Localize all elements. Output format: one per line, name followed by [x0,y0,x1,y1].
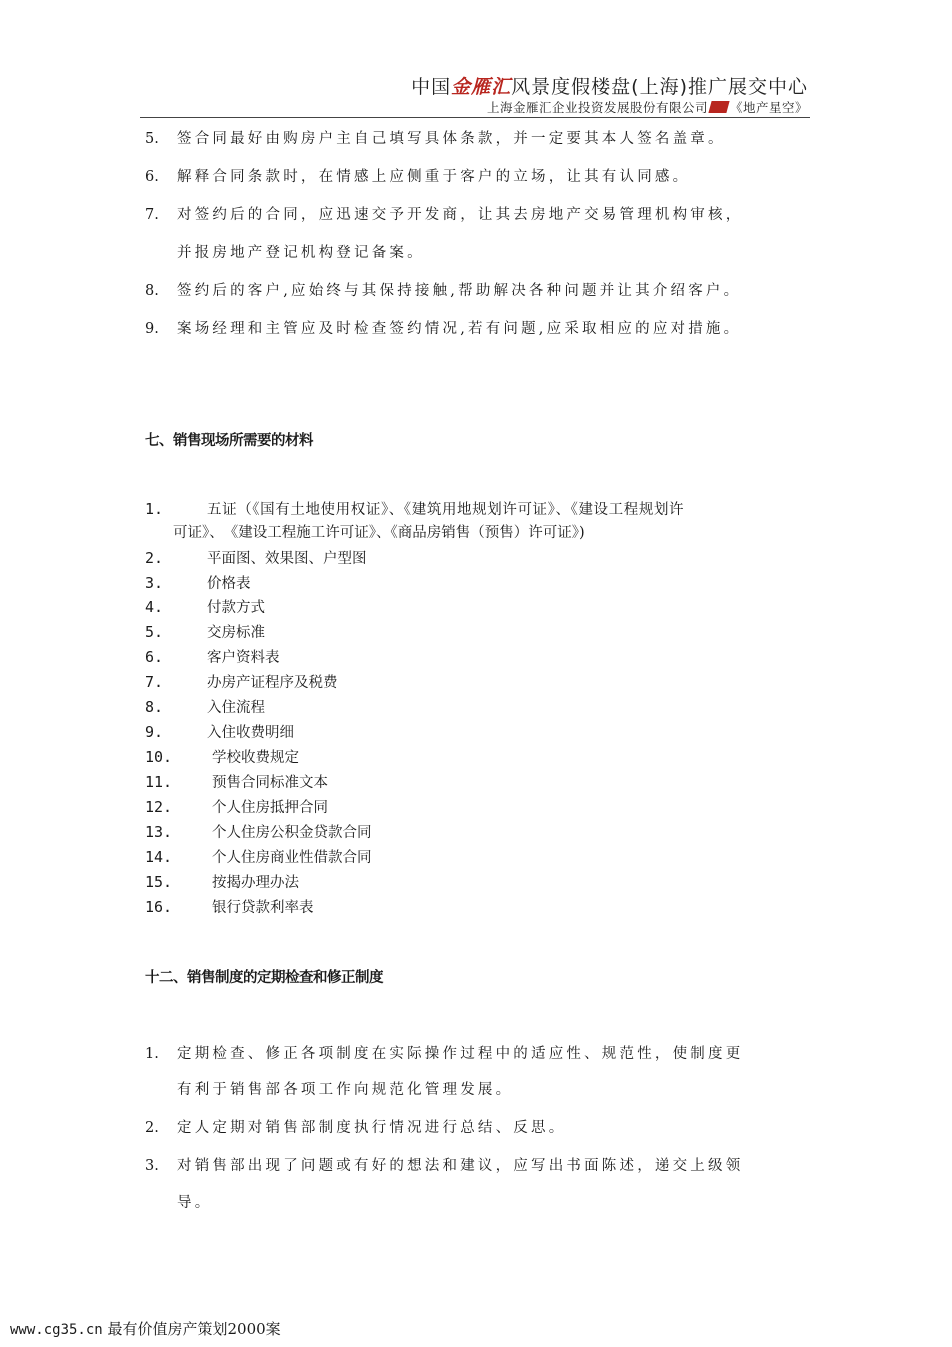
list-item: 1. 定期检查、修正各项制度在实际操作过程中的适应性、规范性，使制度更 [145,1046,744,1062]
list-item: 5. 签合同最好由购房户主自己填写具体条款，并一定要其本人签名盖章。 [145,131,726,147]
list-item: 12. 个人住房抵押合同 [145,798,328,816]
list-item: 8. 入住流程 [145,698,265,716]
page-header [140,72,810,118]
list-item: 10. 学校收费规定 [145,748,299,766]
list-item: 9. 案场经理和主管应及时检查签约情况,若有问题,应采取相应的应对措施。 [145,321,742,337]
header-company: 上海金雁汇企业投资发展股份有限公司 [486,100,708,115]
section-heading: 十二、销售制度的定期检查和修正制度 [145,970,383,986]
header-title [411,72,808,99]
list-item-continuation: 有利于销售部各项工作向规范化管理发展。 [177,1082,514,1098]
page-footer [10,1318,281,1339]
list-item-continuation: 导。 [177,1195,213,1211]
list-item: 9. 入住收费明细 [145,723,294,741]
header-title-suffix: 风景度假楼盘(上海)推广展交中心 [511,76,808,98]
list-item: 7. 办房产证程序及税费 [145,673,338,691]
list-item: 14. 个人住房商业性借款合同 [145,848,372,866]
list-item: 3. 对销售部出现了问题或有好的想法和建议，应写出书面陈述，递交上级领 [145,1158,744,1174]
list-item: 2. 平面图、效果图、户型图 [145,549,367,567]
header-divider [140,117,810,118]
list-item: 5. 交房标准 [145,623,265,641]
header-tag: 《地产星空》 [729,100,808,115]
brand-mark-icon [708,101,729,113]
list-item: 3. 价格表 [145,574,251,592]
footer-url: www.cg35.cn [10,1322,103,1338]
list-item-continuation: 并报房地产登记机构登记备案。 [177,245,425,261]
list-item: 4. 付款方式 [145,598,265,616]
list-item: 7. 对签约后的合同，应迅速交予开发商，让其去房地产交易管理机构审核， [145,207,744,223]
footer-text: 最有价值房产策划2000案 [107,1320,281,1338]
list-item: 6. 客户资料表 [145,648,280,666]
list-item: 15. 按揭办理办法 [145,873,299,891]
list-item: 1. 五证（《国有土地使用权证》、《建筑用地规划许可证》、《建设工程规划许 [145,500,685,518]
brand-logo-text: 金雁汇 [451,76,512,98]
list-item-continuation: 可证》、 《建设工程施工许可证》、《商品房销售（预售）许可证》) [173,525,585,541]
list-item: 16. 银行贷款利率表 [145,898,314,916]
header-subtitle [487,98,808,116]
header-title-prefix: 中国 [411,76,452,98]
list-item: 8. 签约后的客户,应始终与其保持接触,帮助解决各种问题并让其介绍客户。 [145,283,742,299]
list-item: 11. 预售合同标准文本 [145,773,328,791]
list-item: 2. 定人定期对销售部制度执行情况进行总结、反思。 [145,1120,567,1136]
section-heading: 七、销售现场所需要的材料 [145,433,313,449]
list-item: 6. 解释合同条款时，在情感上应侧重于客户的立场，让其有认同感。 [145,169,691,185]
list-item: 13. 个人住房公积金贷款合同 [145,823,372,841]
